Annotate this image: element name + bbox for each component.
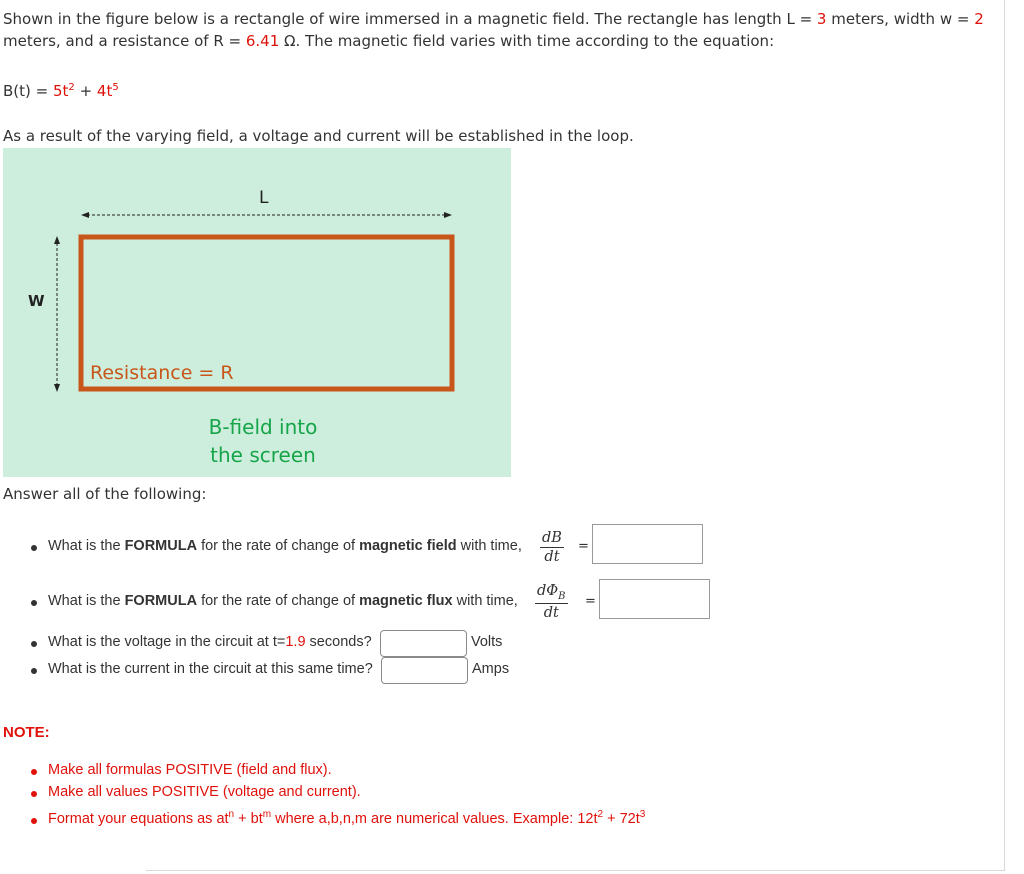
width-label: W xyxy=(28,292,45,310)
question-text: seconds? xyxy=(305,634,372,650)
length-value: 3 xyxy=(816,10,827,28)
note-heading: NOTE: xyxy=(3,724,50,741)
db-dt-fraction xyxy=(540,530,564,565)
question-text: What is the current in the circuit at this same time? xyxy=(48,661,373,677)
equation-exponent-1: 2 xyxy=(68,82,75,93)
question-current xyxy=(48,661,373,677)
question-text: with time, xyxy=(456,538,522,554)
equals-sign: = xyxy=(578,539,589,554)
question-bold: FORMULA xyxy=(124,538,198,554)
intro-text: Shown in the figure below is a rectangle of wire immersed in a magnetic field. The rectangle has length L = xyxy=(3,10,817,28)
voltage-unit: Volts xyxy=(471,634,503,650)
equals-sign: = xyxy=(585,594,596,609)
fraction-numerator xyxy=(535,583,568,604)
question-bold: magnetic field xyxy=(359,538,457,554)
flux-symbol: dΦ xyxy=(537,583,559,599)
field-formula-input[interactable] xyxy=(592,524,703,564)
fraction-denominator: dt xyxy=(544,549,560,565)
note-exponent: 3 xyxy=(639,809,646,821)
arrow-left-icon xyxy=(81,212,89,218)
question-text: for the rate of change of xyxy=(197,538,360,554)
voltage-input[interactable] xyxy=(380,630,467,657)
question-voltage xyxy=(48,634,372,650)
note-text: + 72t xyxy=(603,811,640,827)
equation-plus: + xyxy=(74,82,97,100)
field-direction-label xyxy=(163,413,363,469)
question-text: What is the xyxy=(48,538,125,554)
fraction-numerator: dB xyxy=(542,530,562,546)
question-bold: magnetic flux xyxy=(359,593,453,609)
equation-term-2: 4t xyxy=(96,82,113,100)
question-bold: FORMULA xyxy=(124,593,198,609)
note-text: + bt xyxy=(234,811,263,827)
resistance-value: 6.41 xyxy=(245,32,280,50)
equation-prefix: B(t) = xyxy=(3,82,53,100)
note-item: Make all formulas POSITIVE (field and flux). xyxy=(48,762,332,778)
arrow-right-icon xyxy=(444,212,452,218)
question-text: What is the xyxy=(48,593,125,609)
note-exponent: n xyxy=(228,809,235,821)
intro-text: meters, and a resistance of R = xyxy=(3,32,246,50)
time-value: 1.9 xyxy=(285,634,306,650)
note-exponent: 2 xyxy=(597,809,604,821)
dphi-dt-fraction xyxy=(535,583,568,621)
equation-term-1: 5t xyxy=(52,82,69,100)
question-field-formula xyxy=(48,538,522,554)
frame-gap xyxy=(0,866,146,874)
flux-subscript: B xyxy=(558,590,566,602)
flux-formula-input[interactable] xyxy=(599,579,710,619)
question-text: What is the voltage in the circuit at t= xyxy=(48,634,286,650)
intro-text: meters, width w = xyxy=(826,10,975,28)
question-text: with time, xyxy=(452,593,518,609)
width-value: 2 xyxy=(974,10,984,28)
arrow-up-icon xyxy=(54,236,60,244)
question-flux-formula xyxy=(48,593,518,609)
arrow-down-icon xyxy=(54,384,60,392)
equation-exponent-2: 5 xyxy=(112,82,119,93)
note-exponent: m xyxy=(262,809,272,821)
resistance-label: Resistance = R xyxy=(90,362,234,384)
intro-text: Ω. The magnetic field varies with time according to the equation: xyxy=(279,32,775,50)
wire-loop-figure xyxy=(3,148,511,477)
note-text: where a,b,n,m are numerical values. Example: 12t xyxy=(271,811,598,827)
field-equation xyxy=(3,80,119,102)
note-text: Format your equations as at xyxy=(48,811,229,827)
note-format-item xyxy=(48,811,645,827)
intro-line-1 xyxy=(3,8,984,30)
note-item: Make all values POSITIVE (voltage and current). xyxy=(48,784,361,800)
answer-heading: Answer all of the following: xyxy=(3,485,207,503)
current-input[interactable] xyxy=(381,657,468,684)
fraction-denominator: dt xyxy=(543,604,559,621)
field-label-line-1: B-field into xyxy=(208,415,318,439)
field-label-line-2: the screen xyxy=(210,443,316,467)
current-unit: Amps xyxy=(472,661,510,677)
intro-line-2 xyxy=(3,30,774,52)
question-text: for the rate of change of xyxy=(197,593,360,609)
length-label: L xyxy=(259,188,269,208)
result-text: As a result of the varying field, a voltage and current will be established in the loop. xyxy=(3,127,634,145)
